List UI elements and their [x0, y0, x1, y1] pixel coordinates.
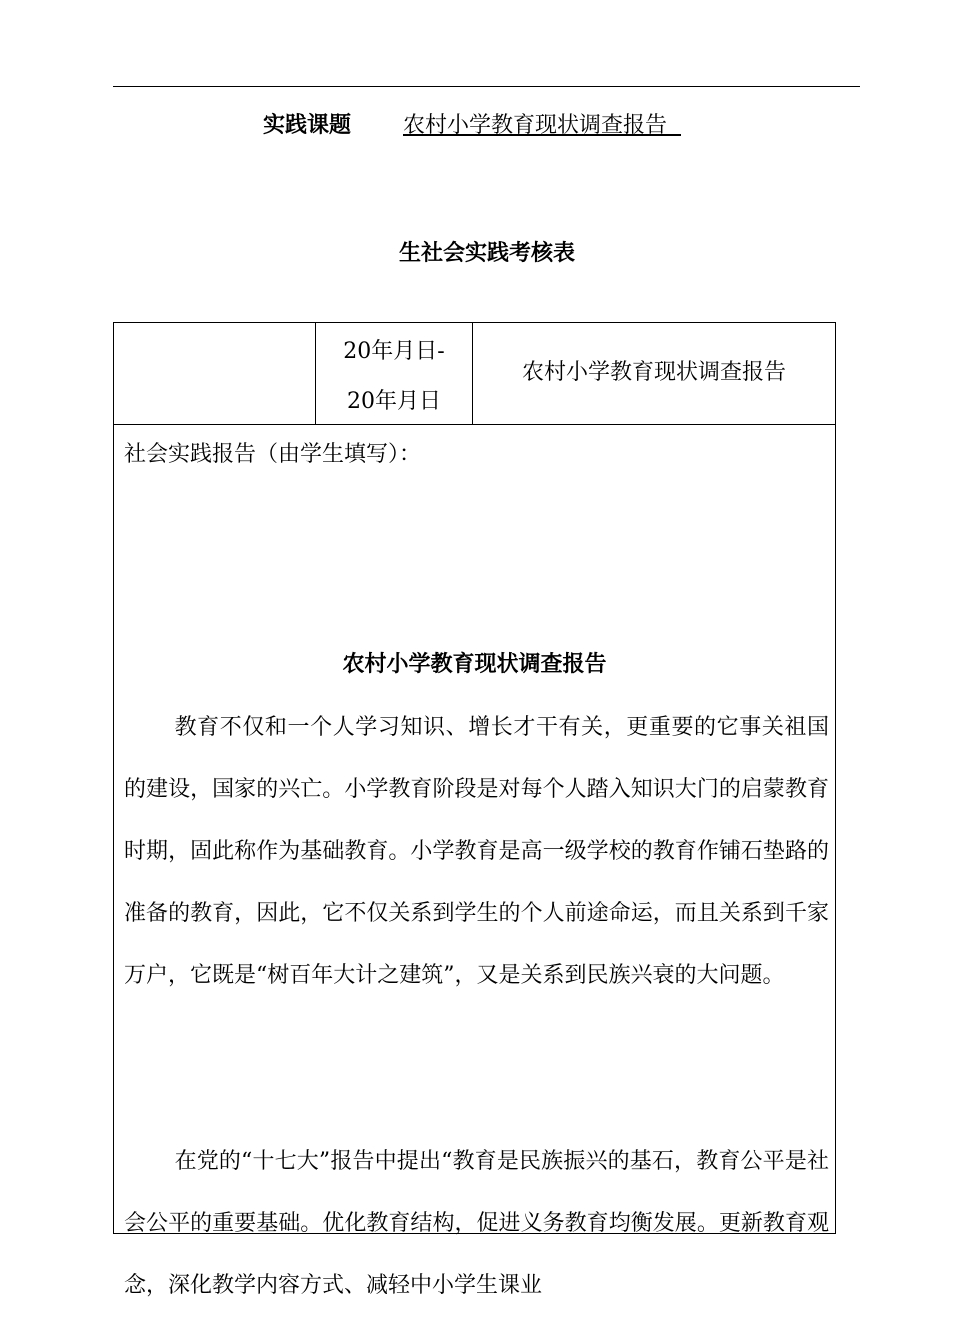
practice-topic-line [0, 108, 950, 140]
report-paragraph: 教育不仅和一个人学习知识、增长才干有关，更重要的它事关祖国的建设，国家的兴亡。小学教育阶段是对每个人踏入知识大门的启蒙教育时期，固此称作为基础教育。小学教育是高一级学校的教育作铺石垫路的准备的教育，因此，它不仅关系到学生的个人前途命运，而且关系到千家万户，它既是“树百年大计之建筑”，又是关系到民族兴衰的大问题。 [124, 715, 829, 988]
table-cell-report [114, 425, 835, 1298]
table-cell-empty [114, 323, 316, 424]
practice-topic-label: 实践课题 [263, 113, 352, 138]
table-row-info [114, 323, 835, 425]
date-end: 20年月日 [347, 389, 441, 414]
table-cell-dates [316, 323, 473, 424]
practice-topic-value: 农村小学教育现状调查报告 [403, 113, 681, 138]
report-paragraph: 在党的“十七大”报告中提出“教育是民族振兴的基石，教育公平是社会公平的重要基础。优化教育结构，促进义务教育均衡发展。更新教育观念，深化教学内容方式、减轻中小学生课业 [124, 1149, 829, 1298]
table-cell-topic: 农村小学教育现状调查报告 [521, 360, 786, 385]
report-title: 农村小学教育现状调查报告 [342, 652, 607, 677]
form-title: 生社会实践考核表 [398, 241, 575, 266]
assessment-table [113, 322, 836, 1298]
report-label: 社会实践报告（由学生填写）： [124, 442, 422, 467]
header-rule [113, 86, 860, 87]
date-start: 20年月日- [343, 339, 445, 364]
